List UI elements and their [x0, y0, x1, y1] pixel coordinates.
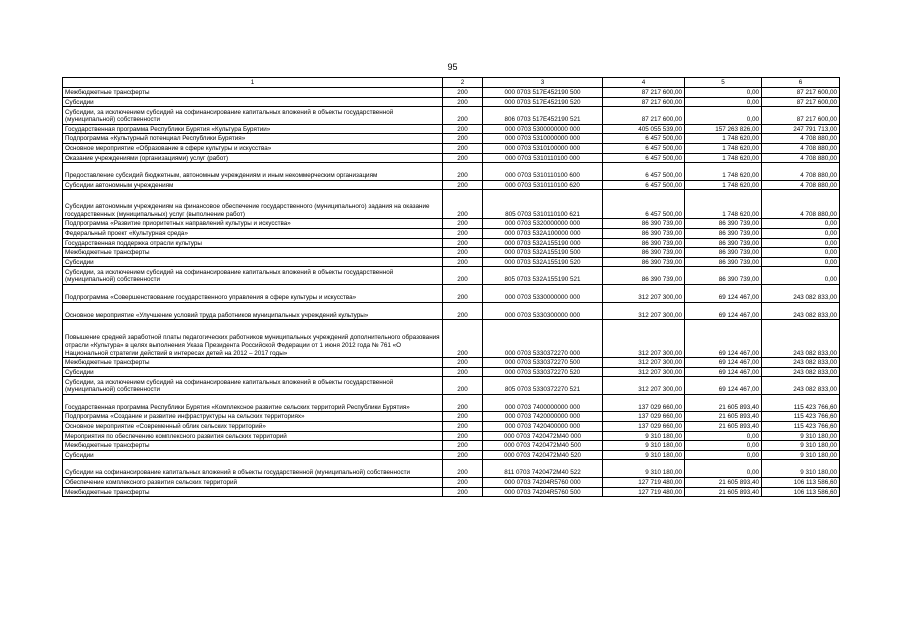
row-name: Государственная программа Республики Бурятия «Культура Бурятии» [63, 124, 443, 134]
row-amount-col5: 1 748 620,00 [685, 190, 762, 219]
row-name: Мероприятия по обеспечению комплексного развития сельских территорий [63, 431, 443, 441]
row-amount-col6: 87 217 600,00 [762, 97, 840, 107]
row-amount-col5: 0,00 [685, 97, 762, 107]
row-amount-col6: 0,00 [762, 248, 840, 258]
row-amount-col4: 137 029 660,00 [603, 422, 685, 432]
table-row [63, 190, 840, 219]
row-budget-code: 000 0703 5330372270 500 [483, 358, 603, 368]
row-name: Субсидии [63, 97, 443, 107]
table-row [63, 284, 840, 302]
row-code-200: 200 [443, 163, 483, 181]
row-amount-col4: 6 457 500,00 [603, 163, 685, 181]
row-amount-col4: 9 310 180,00 [603, 450, 685, 460]
row-amount-col6: 115 423 766,60 [762, 412, 840, 422]
row-name: Субсидии [63, 257, 443, 267]
row-amount-col6: 243 082 833,00 [762, 358, 840, 368]
row-amount-col5: 0,00 [685, 107, 762, 125]
row-amount-col4: 9 310 180,00 [603, 431, 685, 441]
row-code-200: 200 [443, 190, 483, 219]
row-budget-code: 000 0703 5330300000 000 [483, 302, 603, 320]
table-row [63, 431, 840, 441]
row-amount-col6: 243 082 833,00 [762, 367, 840, 377]
row-amount-col6: 87 217 600,00 [762, 107, 840, 125]
column-header: 2 [443, 78, 483, 88]
row-budget-code: 805 0703 532A155190 521 [483, 267, 603, 285]
row-budget-code: 000 0703 5310110100 000 [483, 153, 603, 163]
row-amount-col6: 247 791 713,00 [762, 124, 840, 134]
row-amount-col5: 69 124 467,00 [685, 284, 762, 302]
row-budget-code: 000 0703 74204R5760 500 [483, 487, 603, 497]
row-amount-col4: 86 390 739,00 [603, 228, 685, 238]
row-budget-code: 000 0703 5330372270 520 [483, 367, 603, 377]
row-amount-col6: 87 217 600,00 [762, 88, 840, 98]
table-row [63, 394, 840, 412]
row-amount-col5: 0,00 [685, 460, 762, 478]
row-budget-code: 000 0703 5310110100 620 [483, 180, 603, 190]
row-name: Межбюджетные трансферты [63, 441, 443, 451]
row-amount-col5: 0,00 [685, 441, 762, 451]
row-code-200: 200 [443, 284, 483, 302]
row-code-200: 200 [443, 88, 483, 98]
row-budget-code: 000 0703 74204R5760 000 [483, 478, 603, 488]
row-budget-code: 000 0703 5310100000 000 [483, 143, 603, 153]
table-row [63, 460, 840, 478]
row-amount-col5: 1 748 620,00 [685, 153, 762, 163]
row-amount-col6: 9 310 180,00 [762, 460, 840, 478]
row-code-200: 200 [443, 257, 483, 267]
row-amount-col4: 87 217 600,00 [603, 97, 685, 107]
row-amount-col6: 0,00 [762, 228, 840, 238]
row-amount-col5: 21 605 893,40 [685, 412, 762, 422]
row-amount-col5: 69 124 467,00 [685, 302, 762, 320]
budget-table [62, 77, 840, 497]
row-amount-col4: 312 207 300,00 [603, 284, 685, 302]
row-amount-col6: 243 082 833,00 [762, 284, 840, 302]
table-row [63, 257, 840, 267]
row-budget-code: 000 0703 7420000000 000 [483, 412, 603, 422]
row-amount-col5: 1 748 620,00 [685, 180, 762, 190]
row-name: Государственная программа Республики Бурятия «Комплексное развитие сельских территорий Республики Бурятия» [63, 394, 443, 412]
table-row [63, 302, 840, 320]
row-amount-col5: 21 605 893,40 [685, 478, 762, 488]
table-row [63, 441, 840, 451]
row-budget-code: 000 0703 7420472М40 500 [483, 441, 603, 451]
row-amount-col6: 115 423 766,60 [762, 394, 840, 412]
row-budget-code: 805 0703 5310110100 621 [483, 190, 603, 219]
row-amount-col4: 87 217 600,00 [603, 107, 685, 125]
column-header: 5 [685, 78, 762, 88]
row-amount-col5: 157 263 826,00 [685, 124, 762, 134]
table-body [63, 88, 840, 497]
table-row [63, 487, 840, 497]
row-code-200: 200 [443, 143, 483, 153]
row-amount-col5: 69 124 467,00 [685, 377, 762, 395]
row-amount-col5: 21 605 893,40 [685, 422, 762, 432]
row-amount-col6: 115 423 766,60 [762, 422, 840, 432]
row-name: Межбюджетные трансферты [63, 358, 443, 368]
row-amount-col6: 106 113 586,60 [762, 478, 840, 488]
row-amount-col4: 6 457 500,00 [603, 153, 685, 163]
table-row [63, 267, 840, 285]
row-name: Основное мероприятие «Образование в сфере культуры и искусства» [63, 143, 443, 153]
row-code-200: 200 [443, 153, 483, 163]
table-row [63, 219, 840, 229]
row-name: Оказание учреждениями (организациями) услуг (работ) [63, 153, 443, 163]
row-code-200: 200 [443, 441, 483, 451]
row-name: Подпрограмма «Создание и развитие инфраструктуры на сельских территориях» [63, 412, 443, 422]
row-code-200: 200 [443, 302, 483, 320]
row-code-200: 200 [443, 487, 483, 497]
row-budget-code: 000 0703 7420472М40 520 [483, 450, 603, 460]
row-amount-col4: 137 029 660,00 [603, 394, 685, 412]
row-amount-col4: 137 029 660,00 [603, 412, 685, 422]
row-amount-col4: 127 719 480,00 [603, 487, 685, 497]
row-amount-col6: 9 310 180,00 [762, 431, 840, 441]
row-amount-col6: 4 708 880,00 [762, 153, 840, 163]
row-budget-code: 000 0703 5310000000 000 [483, 134, 603, 144]
table-header-row [63, 78, 840, 88]
row-name: Субсидии, за исключением субсидий на софинансирование капитальных вложений в объекты государственной (муниципальной) собственности [63, 107, 443, 125]
row-amount-col6: 106 113 586,60 [762, 487, 840, 497]
column-header: 1 [63, 78, 443, 88]
row-name: Субсидии [63, 367, 443, 377]
row-amount-col5: 0,00 [685, 431, 762, 441]
row-amount-col6: 4 708 880,00 [762, 180, 840, 190]
row-code-200: 200 [443, 478, 483, 488]
row-code-200: 200 [443, 134, 483, 144]
row-name: Подпрограмма «Культурный потенциал Республики Бурятия» [63, 134, 443, 144]
row-amount-col4: 86 390 739,00 [603, 267, 685, 285]
row-name: Субсидии [63, 450, 443, 460]
row-budget-code: 806 0703 517E452190 521 [483, 107, 603, 125]
column-header: 4 [603, 78, 685, 88]
row-amount-col6: 9 310 180,00 [762, 441, 840, 451]
row-budget-code: 000 0703 7400000000 000 [483, 394, 603, 412]
row-name: Межбюджетные трансферты [63, 487, 443, 497]
row-code-200: 200 [443, 367, 483, 377]
table-row [63, 134, 840, 144]
row-budget-code: 000 0703 517E452190 520 [483, 97, 603, 107]
row-name: Основное мероприятие «Современный облик сельских территорий» [63, 422, 443, 432]
row-name: Основное мероприятие «Улучшение условий труда работников муниципальных учреждений культуры» [63, 302, 443, 320]
row-code-200: 200 [443, 431, 483, 441]
row-amount-col5: 1 748 620,00 [685, 143, 762, 153]
table-row [63, 124, 840, 134]
row-budget-code: 000 0703 532A155190 500 [483, 248, 603, 258]
row-budget-code: 805 0703 5330372270 521 [483, 377, 603, 395]
row-code-200: 200 [443, 460, 483, 478]
row-amount-col4: 312 207 300,00 [603, 302, 685, 320]
row-amount-col4: 6 457 500,00 [603, 190, 685, 219]
column-header: 6 [762, 78, 840, 88]
table-row [63, 228, 840, 238]
row-amount-col6: 0,00 [762, 267, 840, 285]
row-amount-col4: 87 217 600,00 [603, 88, 685, 98]
row-amount-col5: 21 605 893,40 [685, 487, 762, 497]
row-code-200: 200 [443, 320, 483, 358]
row-name: Подпрограмма «Совершенствование государственного управления в сфере культуры и искусства» [63, 284, 443, 302]
row-amount-col5: 86 390 739,00 [685, 267, 762, 285]
row-code-200: 200 [443, 450, 483, 460]
row-amount-col5: 1 748 620,00 [685, 163, 762, 181]
row-name: Повышение средней заработной платы педагогических работников муниципальных учреждений дополнительного образования отрасли «Культура» в целях выполнения Указа Президента Российской Федерации от 1 июня 2012 года № 761 «О Национальной стратегии действий в интересах детей на 2012 – 2017 годы» [63, 320, 443, 358]
row-name: Субсидии, за исключением субсидий на софинансирование капитальных вложений в объекты государственной (муниципальной) собственности [63, 267, 443, 285]
row-code-200: 200 [443, 107, 483, 125]
row-amount-col4: 86 390 739,00 [603, 219, 685, 229]
table-row [63, 180, 840, 190]
table-row [63, 97, 840, 107]
row-amount-col5: 86 390 739,00 [685, 219, 762, 229]
row-code-200: 200 [443, 412, 483, 422]
row-amount-col5: 0,00 [685, 450, 762, 460]
row-amount-col6: 243 082 833,00 [762, 377, 840, 395]
table-row [63, 367, 840, 377]
row-amount-col4: 127 719 480,00 [603, 478, 685, 488]
row-amount-col4: 312 207 300,00 [603, 320, 685, 358]
row-amount-col5: 69 124 467,00 [685, 320, 762, 358]
row-code-200: 200 [443, 394, 483, 412]
row-name: Субсидии автономным учреждениям [63, 180, 443, 190]
row-name: Подпрограмма «Развитие приоритетных направлений культуры и искусства» [63, 219, 443, 229]
row-code-200: 200 [443, 248, 483, 258]
row-budget-code: 000 0703 7420400000 000 [483, 422, 603, 432]
table-row [63, 450, 840, 460]
row-budget-code: 000 0703 5330000000 000 [483, 284, 603, 302]
row-code-200: 200 [443, 377, 483, 395]
row-amount-col4: 312 207 300,00 [603, 367, 685, 377]
row-code-200: 200 [443, 97, 483, 107]
table-row [63, 107, 840, 125]
row-budget-code: 000 0703 532A155190 520 [483, 257, 603, 267]
table-row [63, 412, 840, 422]
row-amount-col5: 69 124 467,00 [685, 367, 762, 377]
row-budget-code: 000 0703 5330372270 000 [483, 320, 603, 358]
row-amount-col6: 0,00 [762, 219, 840, 229]
row-amount-col4: 6 457 500,00 [603, 134, 685, 144]
row-code-200: 200 [443, 267, 483, 285]
row-code-200: 200 [443, 238, 483, 248]
table-row [63, 377, 840, 395]
row-budget-code: 811 0703 7420472М40 522 [483, 460, 603, 478]
row-amount-col4: 9 310 180,00 [603, 460, 685, 478]
row-amount-col5: 86 390 739,00 [685, 248, 762, 258]
row-name: Субсидии автономным учреждениям на финансовое обеспечение государственного (муниципального) задания на оказание государственных (муниципальных) услуг (выполнение работ) [63, 190, 443, 219]
row-code-200: 200 [443, 228, 483, 238]
row-amount-col5: 86 390 739,00 [685, 257, 762, 267]
row-amount-col6: 4 708 880,00 [762, 134, 840, 144]
row-amount-col5: 0,00 [685, 88, 762, 98]
table-row [63, 163, 840, 181]
row-name: Межбюджетные трансферты [63, 88, 443, 98]
row-code-200: 200 [443, 219, 483, 229]
row-name: Межбюджетные трансферты [63, 248, 443, 258]
row-budget-code: 000 0703 5320000000 000 [483, 219, 603, 229]
row-amount-col6: 243 082 833,00 [762, 320, 840, 358]
table-row [63, 478, 840, 488]
row-name: Федеральный проект «Культурная среда» [63, 228, 443, 238]
row-amount-col6: 4 708 880,00 [762, 190, 840, 219]
row-code-200: 200 [443, 358, 483, 368]
row-name: Обеспечение комплексного развития сельских территорий [63, 478, 443, 488]
row-amount-col4: 86 390 739,00 [603, 248, 685, 258]
row-budget-code: 000 0703 7420472М40 000 [483, 431, 603, 441]
row-code-200: 200 [443, 124, 483, 134]
row-amount-col6: 0,00 [762, 257, 840, 267]
row-amount-col6: 4 708 880,00 [762, 143, 840, 153]
row-amount-col5: 69 124 467,00 [685, 358, 762, 368]
table-row [63, 358, 840, 368]
row-amount-col6: 243 082 833,00 [762, 302, 840, 320]
row-name: Предоставление субсидий бюджетным, автономным учреждениям и иным некоммерческим организациям [63, 163, 443, 181]
row-amount-col6: 9 310 180,00 [762, 450, 840, 460]
row-name: Субсидии, за исключением субсидий на софинансирование капитальных вложений в объекты государственной (муниципальной) собственности [63, 377, 443, 395]
page-number: 95 [447, 62, 458, 72]
table-row [63, 422, 840, 432]
table-row [63, 238, 840, 248]
table-row [63, 320, 840, 358]
row-amount-col6: 4 708 880,00 [762, 163, 840, 181]
row-amount-col4: 9 310 180,00 [603, 441, 685, 451]
row-budget-code: 000 0703 532A100000 000 [483, 228, 603, 238]
table-row [63, 88, 840, 98]
row-amount-col4: 405 055 539,00 [603, 124, 685, 134]
row-amount-col6: 0,00 [762, 238, 840, 248]
row-amount-col4: 86 390 739,00 [603, 257, 685, 267]
row-amount-col4: 6 457 500,00 [603, 143, 685, 153]
row-budget-code: 000 0703 5310110100 600 [483, 163, 603, 181]
table-row [63, 248, 840, 258]
row-name: Государственная поддержка отрасли культуры [63, 238, 443, 248]
row-amount-col4: 312 207 300,00 [603, 377, 685, 395]
row-amount-col5: 86 390 739,00 [685, 238, 762, 248]
row-amount-col4: 6 457 500,00 [603, 180, 685, 190]
row-amount-col5: 86 390 739,00 [685, 228, 762, 238]
row-code-200: 200 [443, 180, 483, 190]
row-amount-col5: 21 605 893,40 [685, 394, 762, 412]
row-amount-col5: 1 748 620,00 [685, 134, 762, 144]
row-name: Субсидии на софинансирование капитальных вложений в объекты государственной (муниципальной) собственности [63, 460, 443, 478]
column-header: 3 [483, 78, 603, 88]
row-amount-col4: 312 207 300,00 [603, 358, 685, 368]
row-code-200: 200 [443, 422, 483, 432]
table-row [63, 143, 840, 153]
row-budget-code: 000 0703 517E452190 500 [483, 88, 603, 98]
row-amount-col4: 86 390 739,00 [603, 238, 685, 248]
table-row [63, 153, 840, 163]
row-budget-code: 000 0703 5300000000 000 [483, 124, 603, 134]
row-budget-code: 000 0703 532A155190 000 [483, 238, 603, 248]
